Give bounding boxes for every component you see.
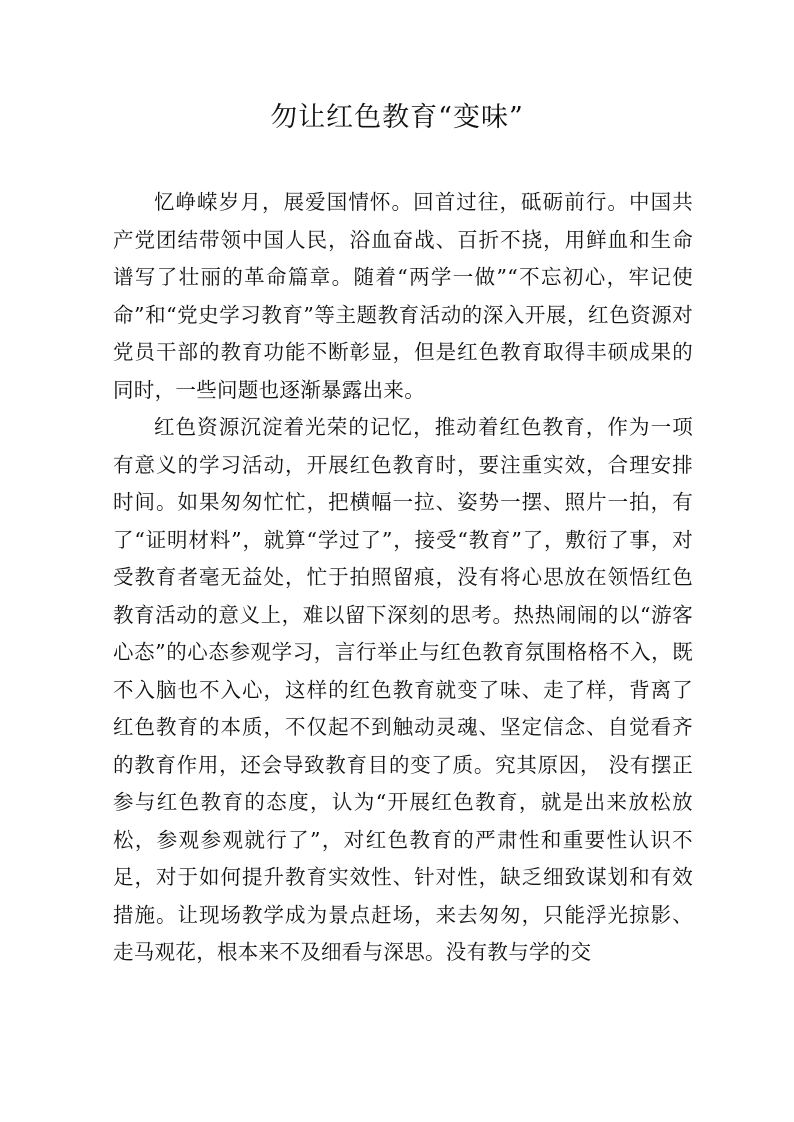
document-body [113,184,693,972]
document-title: 勿让红色教育“变味” [270,102,524,133]
paragraph-1: 忆峥嵘岁月，展爱国情怀。回首过往，砥砺前行。中国共产党团结带领中国人民，浴血奋战、百折不挠，用鲜血和生命谱写了壮丽的革命篇章。随着“两学一做”“不忘初心，牢记使命”和“党史学习教育”等主题教育活动的深入开展，红色资源对党员干部的教育功能不断彰显，但是红色教育取得丰硕成果的同时，一些问题也逐渐暴露出来。 [113,190,693,402]
paragraph-2: 红色资源沉淀着光荣的记忆，推动着红色教育，作为一项有意义的学习活动，开展红色教育时，要注重实效，合理安排时间。如果匆匆忙忙，把横幅一拉、姿势一摆、照片一拍，有了“证明材料”，就算“学过了”，接受“教育”了，敷衍了事，对受教育者毫无益处，忙于拍照留痕，没有将心思放在领悟红色教育活动的意义上，难以留下深刻的思考。热热闹闹的以“游客心态”的心态参观学习，言行举止与红色教育氛围格格不入，既不入脑也不入心，这样的红色教育就变了味、走了样，背离了红色教育的本质，不仅起不到触动灵魂、坚定信念、自觉看齐的教育作用，还会导致教育目的变了质。究其原因， 没有摆正参与红色教育的态度，认为“开展红色教育，就是出来放松放松，参观参观就行了”，对红色教育的严肃性和重要性认识不足，对于如何提升教育实效性、针对性，缺乏细致谋划和有效措施。让现场教学成为景点赶场，来去匆匆，只能浮光掠影、走马观花，根本来不及细看与深思。没有教与学的交 [113,415,693,964]
